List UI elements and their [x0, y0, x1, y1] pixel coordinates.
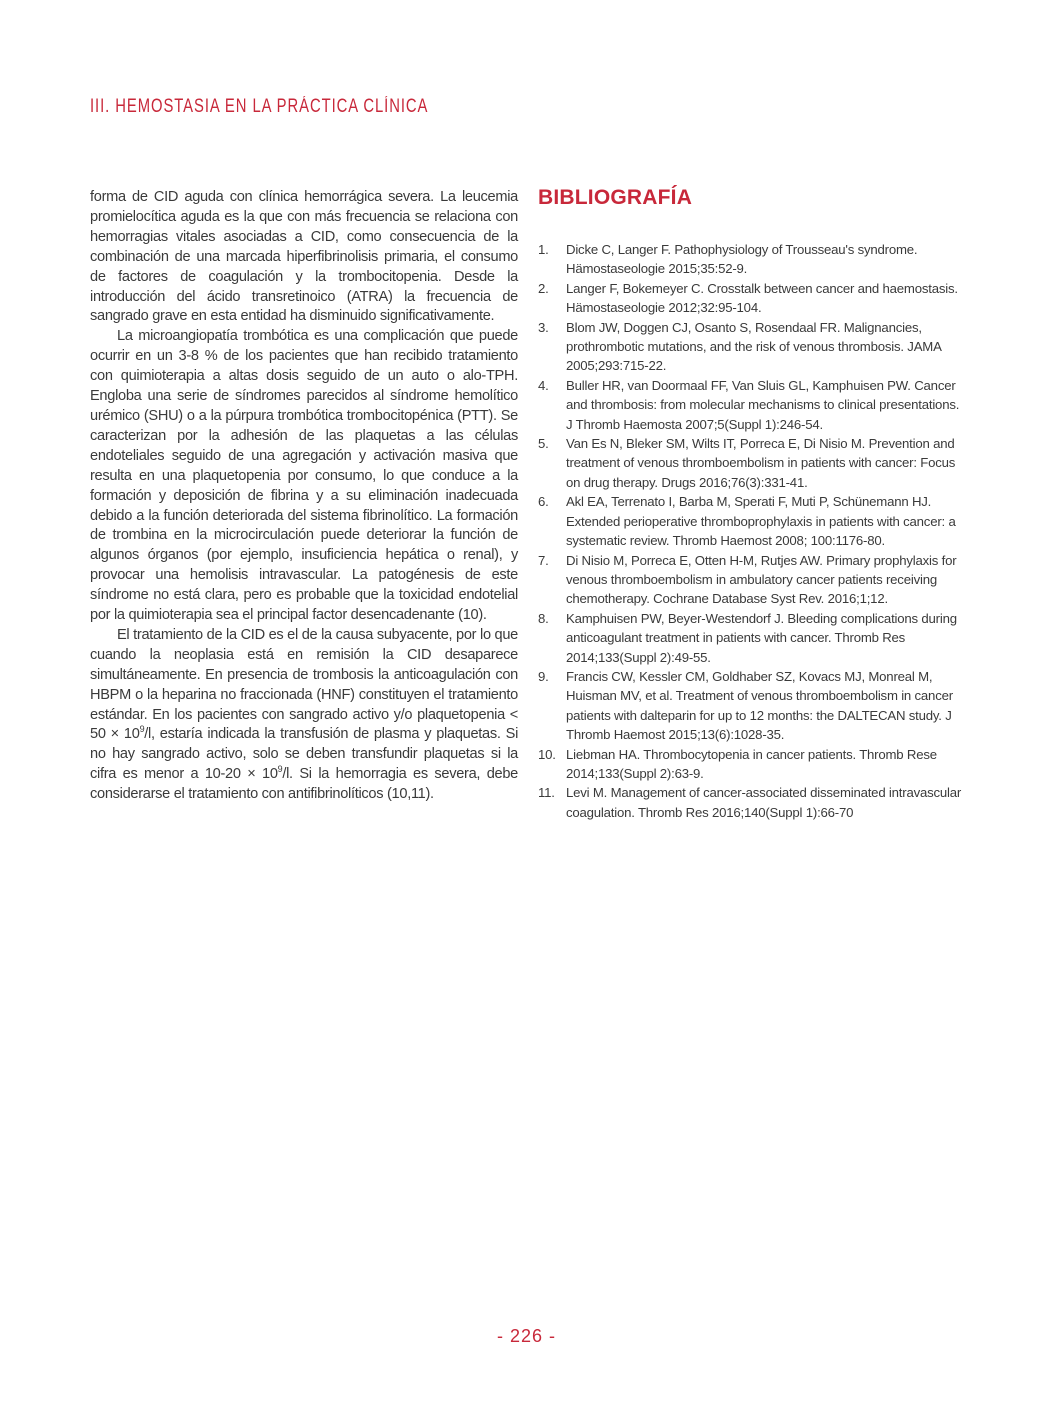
reference-number: 11.	[538, 785, 555, 801]
reference-text: Van Es N, Bleker SM, Wilts IT, Porreca E, Di Nisio M. Prevention and treatment of venous thromboembolism in patients with cancer: Focus on drug therapy. Drugs 2016;76(3):331-41.	[566, 436, 956, 490]
reference-number: 7.	[538, 552, 549, 568]
reference-text: Di Nisio M, Porreca E, Otten H-M, Rutjes AW. Primary prophylaxis for venous thromboembolism in ambulatory cancer patients receiving chemotherapy. Cochrane Database Syst Rev. 2016;1;12.	[566, 552, 957, 607]
reference-number: 8.	[538, 610, 549, 626]
reference-text: Akl EA, Terrenato I, Barba M, Sperati F, Muti P, Schünemann HJ. Extended perioperative thromboprophylaxis in patients with cancer: a systematic review. Thromb Haemost 2008; 100:1176-80.	[566, 494, 956, 549]
paragraph-3	[90, 626, 518, 805]
reference-text: Levi M. Management of cancer-associated disseminated intravascular coagulation. Thromb Res 2016;140(Suppl 1):66-70	[566, 785, 962, 820]
reference-item	[538, 434, 964, 492]
paragraph-3-part-a: El tratamiento de la CID es el de la causa subyacente, por lo que cuando la neoplasia está en remisión la CID desaparece simultáneamente. En presencia de trombosis la anticoagulación con HBPM o la heparina no fraccionada (HNF) constituyen el tratamiento estándar. En los pacientes con sangrado activo y/o plaquetopenia < 50 × 10	[90, 626, 518, 743]
paragraph-2: La microangiopatía trombótica es una complicación que puede ocurrir en un 3-8 % de los pacientes que han recibido tratamiento con quimioterapia a altas dosis seguido de un auto o alo-TPH. Engloba una serie de síndromes parecidos al síndrome hemolítico urémico (SHU) o a la púrpura trombótica trombocitopénica (PTT). Se caracterizan por la adhesión de las plaquetas a las células endoteliales seguido de una agregación y activación masiva que resulta en una plaquetopenia por consumo, lo que conduce a la formación y deposición de fibrina y a su eliminación inadecuada debido a la función deteriorada del sistema fibrinolítico. La formación de trombina en la microcirculación puede deteriorar la función de algunos órganos (por ejemplo, insuficiencia hepática o renal), y provocar una hemolisis intravascular. La patogénesis de este síndrome no está clara, pero es probable que la toxicidad endotelial por la quimioterapia sea el principal factor desencadenante (10).	[90, 328, 518, 624]
reference-item	[538, 376, 964, 434]
bibliography-column	[538, 186, 964, 822]
reference-item	[538, 492, 964, 550]
section-header: III. HEMOSTASIA EN LA PRÁCTICA CLÍNICA	[90, 96, 429, 117]
bibliography-title: BIBLIOGRAFÍA	[538, 186, 693, 209]
reference-number: 9.	[538, 668, 549, 684]
reference-number: 3.	[538, 319, 549, 335]
reference-item	[538, 667, 964, 745]
reference-item	[538, 279, 964, 318]
superscript-exponent: 9	[277, 764, 283, 775]
reference-text: Kamphuisen PW, Beyer-Westendorf J. Bleeding complications during anticoagulant treatment in patients with cancer. Thromb Res 2014;133(Suppl 2):49-55.	[566, 610, 957, 665]
reference-number: 6.	[538, 494, 549, 510]
reference-text: Langer F, Bokemeyer C. Crosstalk between cancer and haemostasis. Hämostaseologie 2012;32:95-104.	[566, 280, 958, 316]
reference-text: Blom JW, Doggen CJ, Osanto S, Rosendaal FR. Malignancies, prothrombotic mutations, and the risk of venous thrombosis. JAMA 2005;293:715-22.	[566, 319, 941, 374]
body-text-column	[90, 188, 518, 805]
reference-number: 1.	[538, 242, 549, 257]
reference-text: Francis CW, Kessler CM, Goldhaber SZ, Kovacs MJ, Monreal M, Huisman MV, et al. Treatment of venous thromboembolism in cancer patients with dalteparin for up to 12 months: the DALTECAN study. J Thromb Haemost 2015;13(6):1028-35.	[566, 668, 953, 743]
paragraph-1: forma de CID aguda con clínica hemorrágica severa. La leucemia promielocítica aguda es la que con más frecuencia se relaciona con hemorragias vitales asociadas a CID, como consecuencia de la combinación de una marcada hiperfibrinolisis primaria, el consumo de factores de coagulación y la trombocitopenia. Desde la introducción del ácido transretinoico (ATRA) la frecuencia de sangrado grave en esta entidad ha disminuido significativamente.	[90, 189, 518, 325]
reference-text: Liebman HA. Thrombocytopenia in cancer patients. Thromb Rese 2014;133(Suppl 2):63-9.	[566, 746, 937, 781]
reference-text: Buller HR, van Doormaal FF, Van Sluis GL, Kamphuisen PW. Cancer and thrombosis: from molecular mechanisms to clinical presentations. J Thromb Haemosta 2007;5(Suppl 1):246-54.	[566, 377, 960, 432]
reference-item	[538, 609, 964, 667]
reference-number: 4.	[538, 377, 549, 393]
reference-number: 5.	[538, 436, 549, 452]
reference-item	[538, 783, 964, 822]
reference-number: 10.	[538, 746, 556, 762]
paragraph-3-part-c: /l. Si la hemorragia es severa, debe considerarse el tratamiento con antifibrinolíticos (10,11).	[90, 766, 518, 803]
paragraph-3-part-b: /l, estaría indicada la transfusión de plasma y plaquetas. Si no hay sangrado activo, solo se deben transfundir plaquetas si la cifra es menor a 10-20 × 10	[90, 726, 519, 783]
reference-item	[538, 240, 964, 279]
superscript-exponent: 9	[139, 724, 145, 735]
page-number: - 226 -	[496, 1326, 557, 1346]
reference-number: 2.	[538, 280, 549, 296]
reference-text: Dicke C, Langer F. Pathophysiology of Trousseau's syndrome. Hämostaseologie 2015;35:52-9.	[566, 242, 918, 277]
reference-list	[538, 240, 964, 822]
reference-item	[538, 551, 964, 609]
reference-item	[538, 745, 964, 784]
reference-item	[538, 318, 964, 376]
